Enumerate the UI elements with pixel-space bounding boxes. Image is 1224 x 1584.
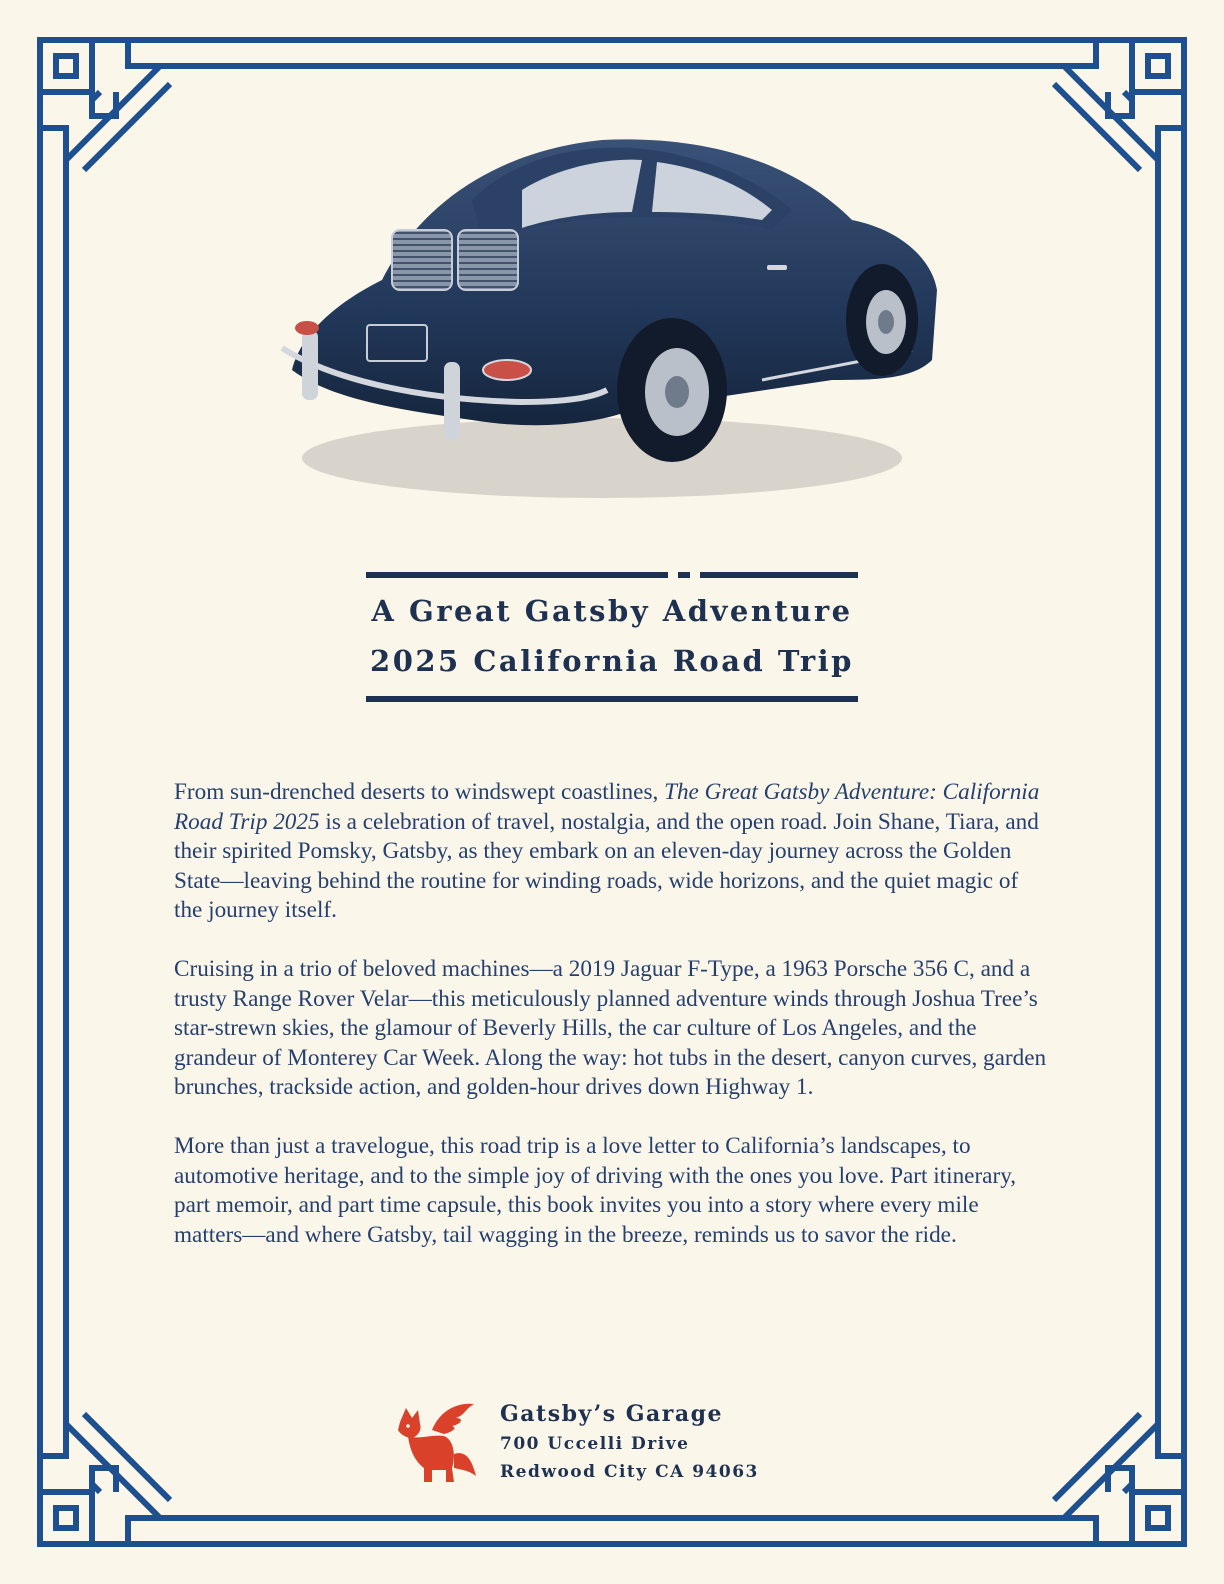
body-text xyxy=(174,778,1050,1280)
paragraph-2: Cruising in a trio of beloved machines—a 2019 Jaguar F-Type, a 1963 Porsche 356 C, and a trusty Range Rover Velar—this meticulously planned adventure winds through Joshua Tree’s star-strewn skies, the glamour of Beverly Hills, the car culture of Los Angeles, and the grandeur of Monterey Car Week. Along the way: hot tubs in the desert, canyon curves, garden brunches, trackside action, and golden-hour drives down Highway 1. xyxy=(174,956,1047,1100)
company-name: Gatsby’s Garage xyxy=(500,1401,724,1427)
title-rule-bottom xyxy=(366,696,858,702)
title-block xyxy=(366,572,858,712)
book-title-italic: The Great Gatsby Adventure: California Road Trip 2025 xyxy=(174,779,1040,835)
page-subtitle: 2025 California Road Trip xyxy=(370,644,854,678)
car-icon xyxy=(272,80,962,520)
title-rule-top xyxy=(366,572,668,578)
city-address: Redwood City CA 94063 xyxy=(500,1462,759,1482)
title-rule-top-right xyxy=(700,572,858,578)
paragraph-3: More than just a travelogue, this road trip is a love letter to California’s landscapes, to automotive heritage, and to the simple joy of driving with the ones you love. Part itinerary, part memoir, and part time capsule, this book invites you into a story where every mile matters—and where Gatsby, tail wagging in the breeze, reminds us to savor the ride. xyxy=(174,1133,1017,1248)
winged-fox-icon xyxy=(392,1400,478,1484)
paragraph-1: From sun-drenched deserts to windswept coastlines, The Great Gatsby Adventure: California Road Trip 2025 is a celebration of travel, nostalgia, and the open road. Join Shane, Tiara, and their spirited Pomsky, Gatsby, as they embark on an eleven-day journey across the Golden State—leaving behind the routine for winding roads, wide horizons, and the quiet magic of the journey itself. xyxy=(174,779,1040,923)
page-title: A Great Gatsby Adventure xyxy=(371,594,853,628)
title-rule-dot xyxy=(678,572,690,578)
footer-address xyxy=(500,1398,860,1486)
street-address: 700 Uccelli Drive xyxy=(500,1434,690,1454)
